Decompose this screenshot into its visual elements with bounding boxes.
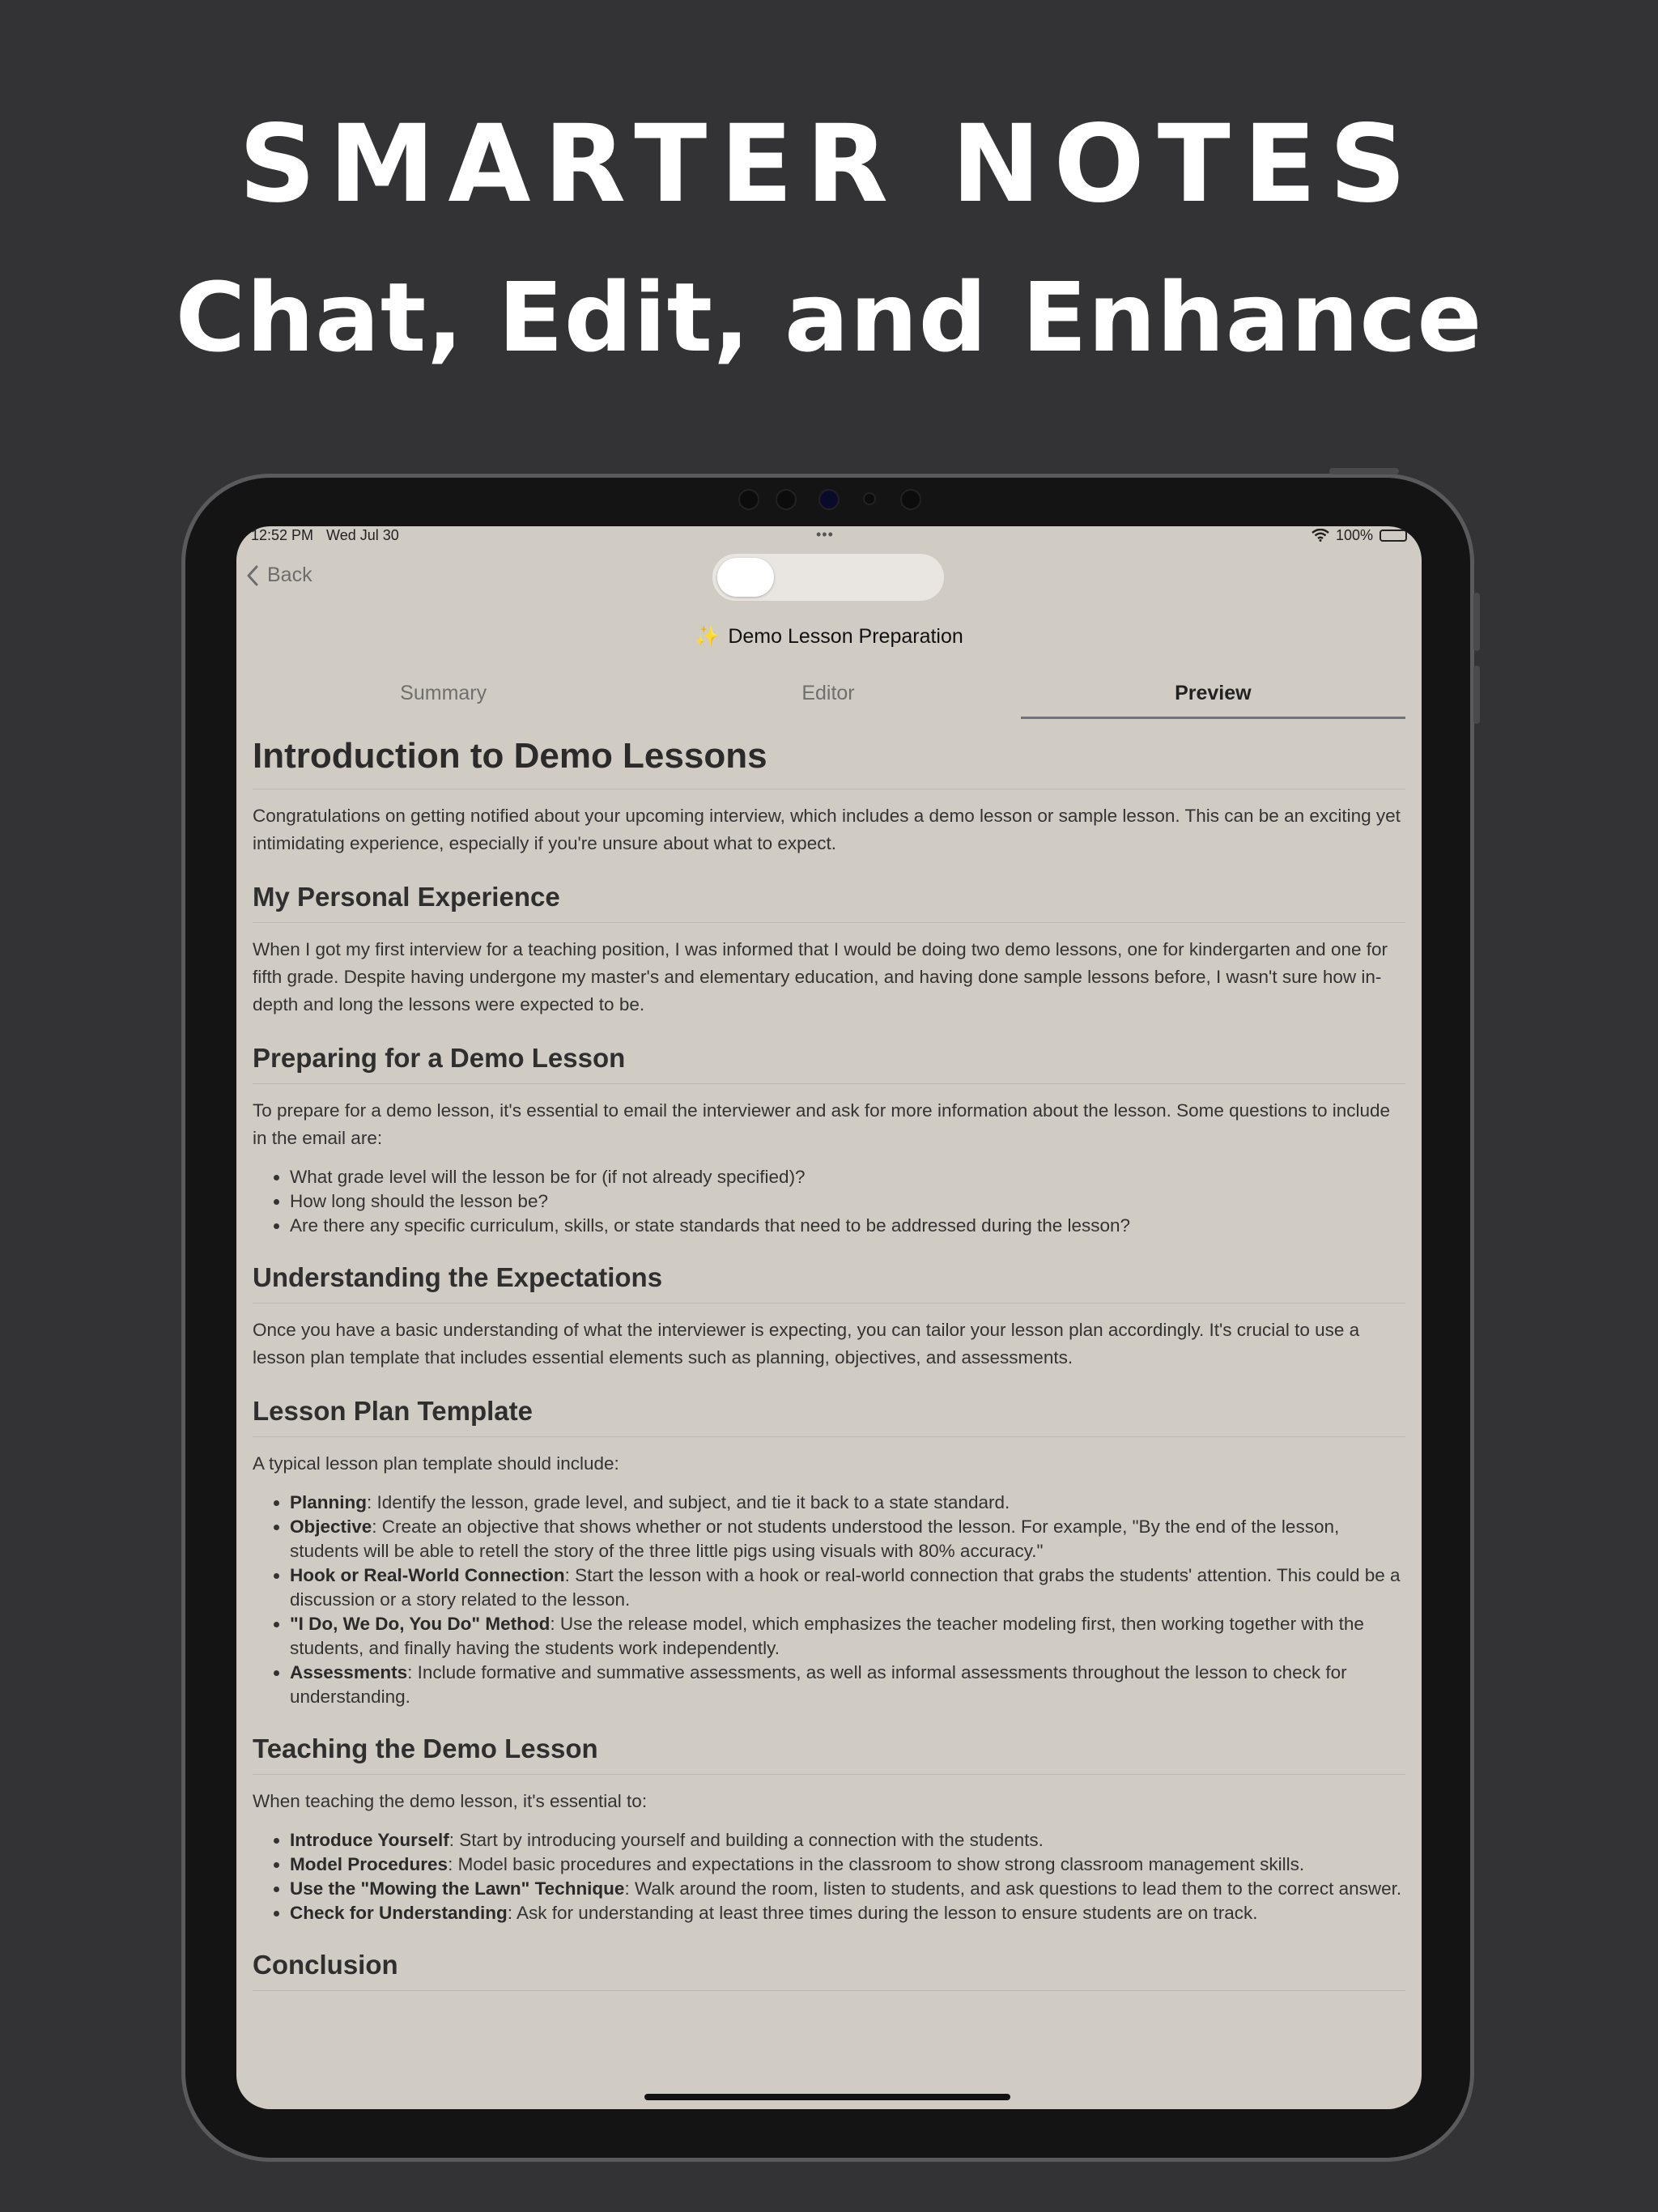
top-button xyxy=(1329,468,1399,474)
hero-subtitle: Chat, Edit, and Enhance xyxy=(175,262,1483,373)
app-screen xyxy=(236,526,1422,2109)
wifi-icon xyxy=(1312,529,1329,542)
list-term: Objective xyxy=(290,1516,372,1537)
section-heading: My Personal Experience xyxy=(253,880,1405,923)
list-item xyxy=(290,1661,1405,1709)
sensor-icon xyxy=(900,489,921,510)
tab-editor[interactable]: Editor xyxy=(801,682,855,704)
list-term: Check for Understanding xyxy=(290,1903,508,1923)
battery-percent: 100% xyxy=(1335,526,1373,543)
note-title-text: Demo Lesson Preparation xyxy=(728,625,963,648)
list-text: : Include formative and summative assessments, as well as informal assessments throughout the lesson to check for understanding. xyxy=(290,1662,1347,1707)
list-item xyxy=(290,1828,1405,1853)
section-heading: Teaching the Demo Lesson xyxy=(253,1732,1405,1775)
section-heading: Understanding the Expectations xyxy=(253,1261,1405,1304)
note-title xyxy=(236,625,1422,649)
list-item xyxy=(290,1877,1405,1901)
back-label: Back xyxy=(267,564,312,586)
hero-title: SMARTER NOTES xyxy=(238,102,1420,227)
list-text: : Use the release model, which emphasizes the teacher modeling first, then working together with the students, and finally having the students work independently. xyxy=(290,1614,1364,1658)
list-term: Hook or Real-World Connection xyxy=(290,1565,565,1585)
list-item xyxy=(290,1491,1405,1515)
doc-paragraph: A typical lesson plan template should include: xyxy=(253,1453,619,1474)
list-text: : Create an objective that shows whether or not students understood the lesson. For example, "By the end of the lesson, students will be able to retell the story of the three little pigs using visuals with 80% accuracy." xyxy=(290,1516,1340,1561)
sparkle-icon: ✨ xyxy=(695,625,721,648)
list-text: : Walk around the room, listen to students, and ask questions to lead them to the correct answer. xyxy=(624,1878,1402,1899)
list-item xyxy=(290,1563,1405,1612)
tab-summary[interactable]: Summary xyxy=(400,682,487,704)
list-text: : Start by introducing yourself and building a connection with the students. xyxy=(449,1830,1044,1850)
section-heading: Lesson Plan Template xyxy=(253,1394,1405,1437)
battery-icon xyxy=(1380,530,1407,542)
tab-bar xyxy=(251,677,1405,719)
list-term: Model Procedures xyxy=(290,1854,449,1874)
home-indicator[interactable] xyxy=(644,2094,1010,2100)
list-text: : Start the lesson with a hook or real-world connection that grabs the students' attention. This could be a discussion or a story related to the lesson. xyxy=(290,1565,1401,1610)
sensor-icon xyxy=(738,489,759,510)
bullet-list xyxy=(253,1165,1405,1238)
status-date: Wed Jul 30 xyxy=(326,526,399,543)
list-term: Assessments xyxy=(290,1662,408,1682)
back-button[interactable] xyxy=(246,564,312,587)
list-text: : Model basic procedures and expectations in the classroom to show strong classroom management skills. xyxy=(448,1854,1305,1874)
list-item: • How long should the lesson be? xyxy=(290,1189,1405,1214)
section-heading: Preparing for a Demo Lesson xyxy=(253,1041,1405,1084)
toggle-knob xyxy=(717,558,774,597)
doc-paragraph: To prepare for a demo lesson, it's essential to email the interviewer and ask for more information about the lesson. Some questions to include in the email are: xyxy=(253,1100,1391,1148)
list-item xyxy=(290,1901,1405,1925)
status-time: 12:52 PM xyxy=(251,526,314,543)
list-item xyxy=(290,1515,1405,1563)
mode-toggle[interactable] xyxy=(712,554,944,601)
doc-paragraph: Congratulations on getting notified about your upcoming interview, which includes a demo lesson or sample lesson. This can be an exciting yet intimidating experience, especially if you're unsure about what to expect. xyxy=(253,806,1401,853)
list-item: • What grade level will the lesson be for (if not already specified)? xyxy=(290,1165,1405,1189)
status-right xyxy=(1312,527,1407,544)
bullet-list xyxy=(253,1491,1405,1709)
list-term: Use the "Mowing the Lawn" Technique xyxy=(290,1878,625,1899)
doc-paragraph: Once you have a basic understanding of what the interviewer is expecting, you can tailor your lesson plan accordingly. It's crucial to use a lesson plan template that includes essential elements such as planning, objectives, and assessments. xyxy=(253,1320,1360,1368)
list-item xyxy=(290,1612,1405,1661)
list-term: Planning xyxy=(290,1492,367,1512)
list-term: "I Do, We Do, You Do" Method xyxy=(290,1614,551,1634)
chevron-left-icon xyxy=(246,565,259,586)
preview-content xyxy=(253,734,1405,2004)
list-text: : Identify the lesson, grade level, and subject, and tie it back to a state standard. xyxy=(367,1492,1010,1512)
bullet-list xyxy=(253,1828,1405,1925)
list-term: Introduce Yourself xyxy=(290,1830,449,1850)
doc-heading: Introduction to Demo Lessons xyxy=(253,734,1405,789)
list-item xyxy=(290,1853,1405,1877)
doc-paragraph: When I got my first interview for a teaching position, I was informed that I would be doing two demo lessons, one for kindergarten and one for fifth grade. Despite having undergone my master's and elementary education, and having done sample lessons before, I wasn't sure how in-depth and long the lessons were expected to be. xyxy=(253,939,1388,1015)
multitasking-dots[interactable]: ••• xyxy=(816,526,834,542)
volume-up-button xyxy=(1473,593,1480,651)
camera-icon xyxy=(818,489,840,510)
list-item: • Are there any specific curriculum, skills, or state standards that need to be addressed during the lesson? xyxy=(290,1214,1405,1238)
tab-preview[interactable]: Preview xyxy=(1021,677,1405,719)
section-heading: Conclusion xyxy=(253,1948,1405,1991)
volume-down-button xyxy=(1473,666,1480,724)
list-text: : Ask for understanding at least three times during the lesson to ensure students are on track. xyxy=(507,1903,1258,1923)
sensor-icon xyxy=(776,489,797,510)
sensor-icon xyxy=(863,492,876,505)
doc-paragraph: When teaching the demo lesson, it's essential to: xyxy=(253,1791,648,1811)
